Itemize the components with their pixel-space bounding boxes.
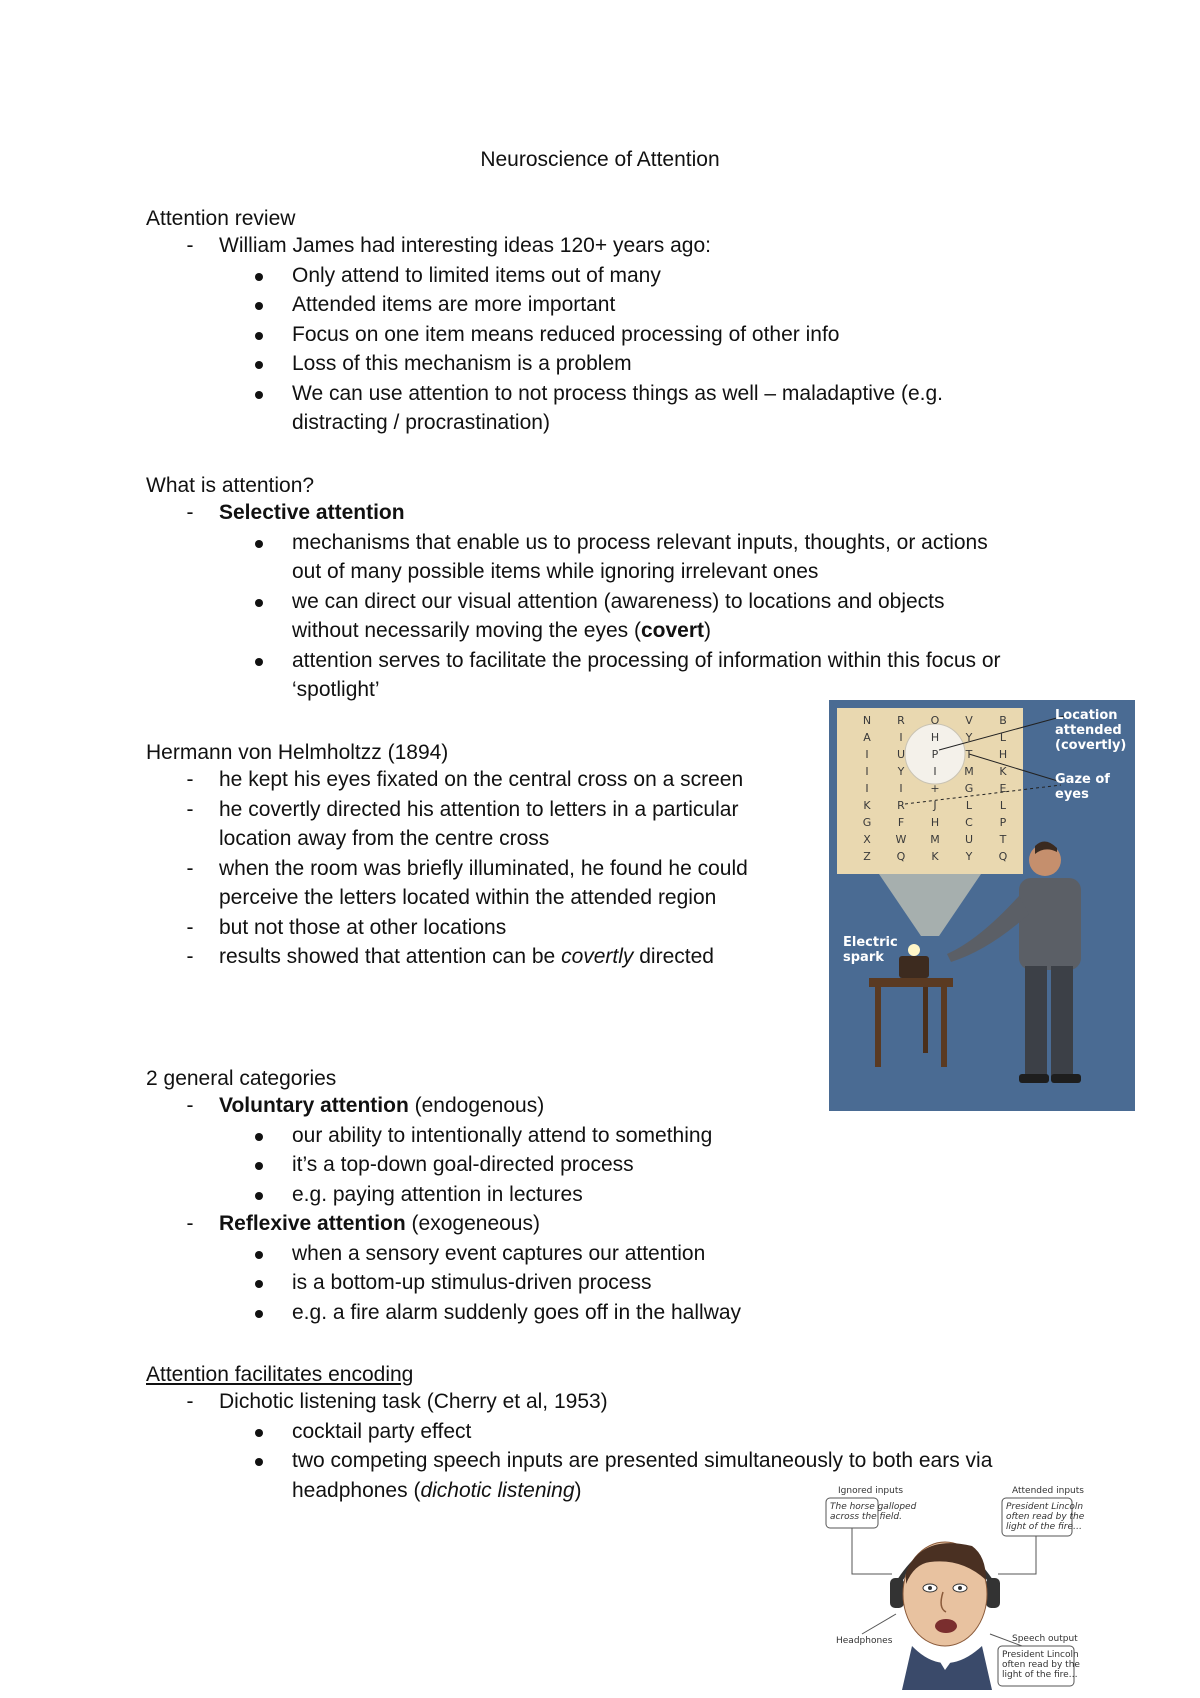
grid-letter: A xyxy=(863,731,871,744)
page-title: Neuroscience of Attention xyxy=(480,148,720,171)
speech-output-text: President Lincoln often read by the light of the fire… xyxy=(1002,1650,1080,1680)
bullet-item: Focus on one item means reduced processing of other info xyxy=(292,323,840,346)
list-item: William James had interesting ideas 120+ years ago: xyxy=(219,234,712,257)
grid-letter: U xyxy=(896,748,906,761)
grid-letter: G xyxy=(862,816,872,829)
grid-letter: O xyxy=(930,714,940,727)
grid-letter: I xyxy=(899,782,903,795)
dash-marker: - xyxy=(186,798,194,821)
grid-letter: R xyxy=(897,799,905,812)
list-item: results showed that attention can be covertly directed xyxy=(219,945,714,968)
grid-letter: P xyxy=(931,748,939,761)
grid-letter: H xyxy=(998,748,1008,761)
left-pupil xyxy=(928,1586,932,1590)
gaze-of-eyes-label: Gaze of eyes xyxy=(1055,772,1110,802)
attended-connector xyxy=(998,1536,1036,1574)
headphone-left-cup xyxy=(890,1578,904,1608)
grid-letter: P xyxy=(999,816,1007,829)
grid-letter: B xyxy=(999,714,1007,727)
list-item: Dichotic listening task (Cherry et al, 1953) xyxy=(219,1390,608,1413)
grid-letter: Y xyxy=(965,731,973,744)
dash-marker: - xyxy=(186,1094,194,1117)
bullet-marker xyxy=(255,658,263,666)
figure-shoe xyxy=(1051,1074,1081,1083)
grid-letter: L xyxy=(999,799,1007,812)
bullet-item: e.g. paying attention in lectures xyxy=(292,1183,583,1206)
bullet-marker xyxy=(255,361,263,369)
grid-letter: K xyxy=(931,850,939,863)
bullet-item-continued: ‘spotlight’ xyxy=(292,678,380,701)
bullet-item: e.g. a fire alarm suddenly goes off in the hallway xyxy=(292,1301,742,1324)
grid-letter: I xyxy=(865,782,869,795)
bullet-item: is a bottom-up stimulus-driven process xyxy=(292,1271,652,1294)
headphones-connector xyxy=(862,1614,896,1634)
bullet-item: Only attend to limited items out of many xyxy=(292,264,661,287)
grid-letter: I xyxy=(933,765,937,778)
bullet-item: two competing speech inputs are presented simultaneously to both ears via xyxy=(292,1449,993,1472)
dash-marker: - xyxy=(186,1212,194,1235)
dash-marker: - xyxy=(186,945,194,968)
bullet-marker xyxy=(255,332,263,340)
location-attended-label: Location attended (covertly) xyxy=(1055,708,1127,753)
grid-letter: N xyxy=(862,714,872,727)
bullet-marker xyxy=(255,1310,263,1318)
list-item-continued: perceive the letters located within the attended region xyxy=(219,886,717,909)
dash-marker: - xyxy=(186,916,194,939)
grid-letter: E xyxy=(999,782,1007,795)
bullet-marker xyxy=(255,1192,263,1200)
grid-letter: L xyxy=(999,731,1007,744)
dash-marker: - xyxy=(186,768,194,791)
helmholtz-illustration xyxy=(829,700,1135,1111)
grid-letter: T xyxy=(999,833,1007,846)
grid-letter: Q xyxy=(896,850,906,863)
list-item: Reflexive attention (exogeneous) xyxy=(219,1212,540,1235)
electric-spark-label: Electric spark xyxy=(843,935,898,965)
bullet-item: attention serves to facilitate the processing of information within this focus or xyxy=(292,649,1001,672)
bullet-item-continued: headphones (dichotic listening) xyxy=(292,1479,582,1502)
list-item: Voluntary attention (endogenous) xyxy=(219,1094,545,1117)
grid-letter: L xyxy=(965,799,973,812)
dash-marker: - xyxy=(186,501,194,524)
list-item: when the room was briefly illuminated, he found he could xyxy=(219,857,748,880)
grid-letter: M xyxy=(930,833,940,846)
table-leg xyxy=(941,987,947,1067)
dichotic-listening-figure xyxy=(822,1484,1085,1690)
speech-output-label: Speech output xyxy=(1012,1634,1078,1644)
figure-leg xyxy=(1051,966,1073,1078)
bullet-item-continued: out of many possible items while ignoring irrelevant ones xyxy=(292,560,819,583)
grid-letter: T xyxy=(965,748,973,761)
dash-marker: - xyxy=(186,1390,194,1413)
grid-letter: G xyxy=(964,782,974,795)
bullet-marker xyxy=(255,599,263,607)
grid-letter: J xyxy=(933,799,937,812)
list-item: he covertly directed his attention to letters in a particular xyxy=(219,798,739,821)
spark-glow xyxy=(908,944,920,956)
spark-device xyxy=(899,956,929,978)
grid-letter: I xyxy=(865,748,869,761)
bullet-item: when a sensory event captures our attention xyxy=(292,1242,706,1265)
mouth xyxy=(935,1619,957,1633)
bullet-marker xyxy=(255,1133,263,1141)
grid-letter: Q xyxy=(998,850,1008,863)
grid-letter: F xyxy=(897,816,905,829)
bullet-marker xyxy=(255,273,263,281)
headphones-label: Headphones xyxy=(836,1636,893,1646)
section-heading-what-is-attention: What is attention? xyxy=(146,474,315,497)
ignored-inputs-text: The horse galloped across the field. xyxy=(830,1502,917,1522)
bullet-marker xyxy=(255,1251,263,1259)
dash-marker: - xyxy=(186,857,194,880)
bullet-marker xyxy=(255,540,263,548)
list-item-continued: location away from the centre cross xyxy=(219,827,550,850)
grid-letter: Z xyxy=(863,850,871,863)
bullet-item: Attended items are more important xyxy=(292,293,616,316)
grid-letter: + xyxy=(930,782,940,795)
grid-letter: H xyxy=(930,816,940,829)
grid-letter: V xyxy=(965,714,973,727)
attended-inputs-label: Attended inputs xyxy=(1012,1486,1084,1496)
grid-letter: M xyxy=(964,765,974,778)
section-heading-helmholtz: Hermann von Helmholtzz (1894) xyxy=(146,741,449,764)
bullet-marker xyxy=(255,1458,263,1466)
bullet-item-continued: without necessarily moving the eyes (covert) xyxy=(292,619,712,642)
bullet-item: mechanisms that enable us to process relevant inputs, thoughts, or actions xyxy=(292,531,988,554)
grid-letter: K xyxy=(863,799,871,812)
table-leg xyxy=(923,987,928,1053)
bullet-item: Loss of this mechanism is a problem xyxy=(292,352,632,375)
bullet-marker xyxy=(255,1429,263,1437)
attended-inputs-text: President Lincoln often read by the light of the fire… xyxy=(1006,1502,1085,1532)
figure-torso xyxy=(1019,878,1081,970)
figure-leg xyxy=(1025,966,1047,1078)
bullet-marker xyxy=(255,302,263,310)
bullet-marker xyxy=(255,1280,263,1288)
list-item-bold: Selective attention xyxy=(219,501,405,524)
helmholtz-figure xyxy=(829,700,1135,1111)
grid-letter: K xyxy=(999,765,1007,778)
grid-letter: W xyxy=(895,833,907,846)
grid-letter: Y xyxy=(965,850,973,863)
grid-letter: U xyxy=(964,833,974,846)
section-heading-encoding: Attention facilitates encoding xyxy=(146,1363,414,1386)
right-pupil xyxy=(958,1586,962,1590)
grid-letter: X xyxy=(863,833,871,846)
ignored-connector xyxy=(852,1528,892,1574)
section-heading-categories: 2 general categories xyxy=(146,1067,337,1090)
grid-letter: C xyxy=(965,816,973,829)
bullet-item: we can direct our visual attention (awareness) to locations and objects xyxy=(292,590,945,613)
section-heading-attention-review: Attention review xyxy=(146,207,296,230)
grid-letter: I xyxy=(899,731,903,744)
grid-letter: H xyxy=(930,731,940,744)
bullet-marker xyxy=(255,391,263,399)
bullet-marker xyxy=(255,1162,263,1170)
dash-marker: - xyxy=(186,234,194,257)
bullet-item: We can use attention to not process things as well – maladaptive (e.g. xyxy=(292,382,943,405)
light-beam xyxy=(879,874,981,936)
bullet-item: it’s a top-down goal-directed process xyxy=(292,1153,634,1176)
grid-letter: R xyxy=(897,714,905,727)
list-item: he kept his eyes fixated on the central cross on a screen xyxy=(219,768,744,791)
grid-letter: Y xyxy=(897,765,905,778)
table-leg xyxy=(875,987,881,1067)
bullet-item: cocktail party effect xyxy=(292,1420,472,1443)
ignored-inputs-label: Ignored inputs xyxy=(838,1486,904,1496)
grid-letter: I xyxy=(865,765,869,778)
figure-shoe xyxy=(1019,1074,1049,1083)
table-top xyxy=(869,978,953,987)
bullet-item-continued: distracting / procrastination) xyxy=(292,411,550,434)
bullet-item: our ability to intentionally attend to something xyxy=(292,1124,713,1147)
headphone-right-cup xyxy=(986,1578,1000,1608)
list-item: but not those at other locations xyxy=(219,916,507,939)
